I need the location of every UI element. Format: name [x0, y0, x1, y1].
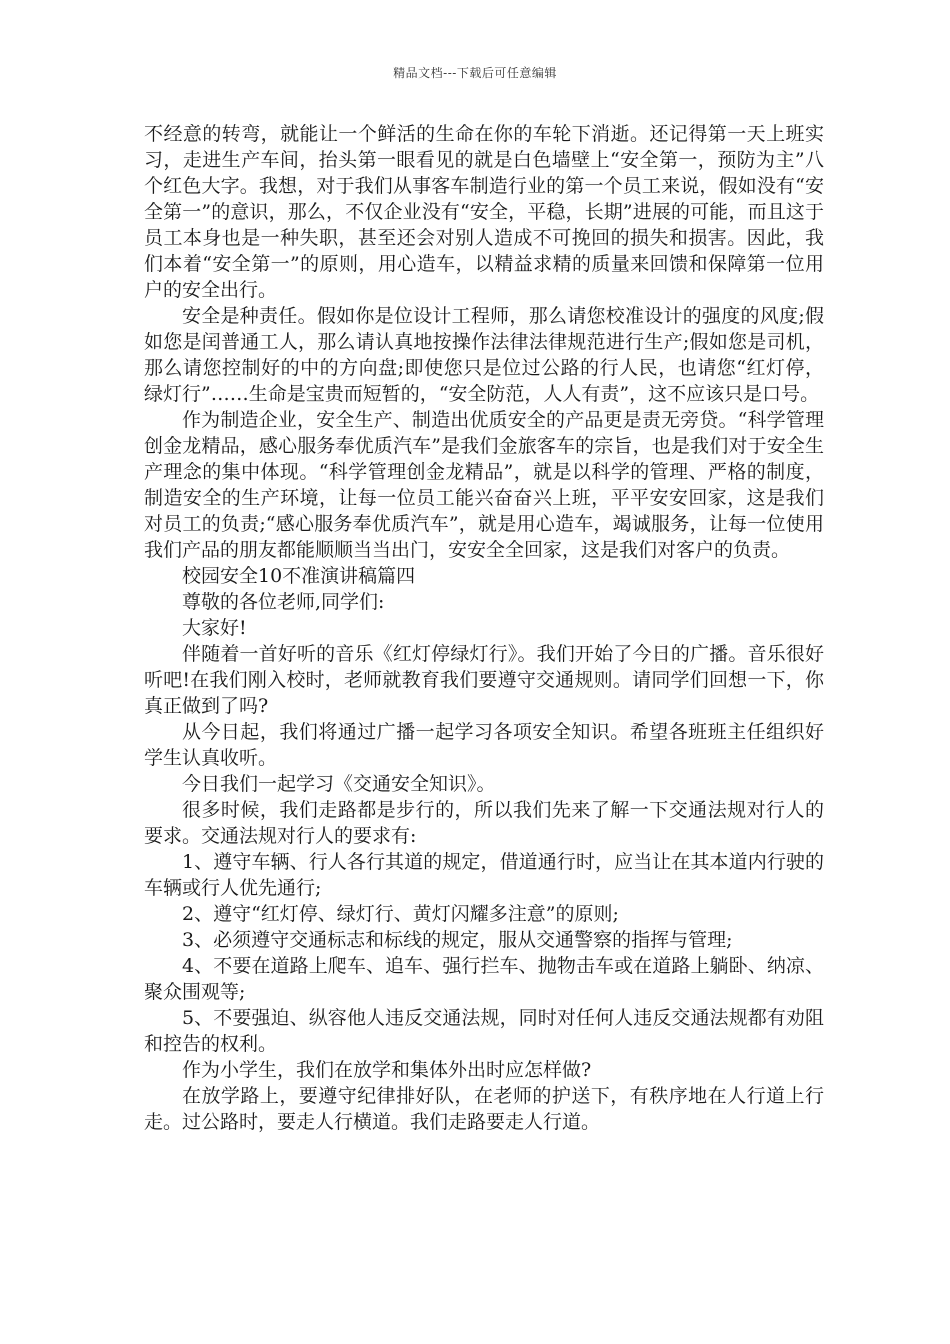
paragraph: 伴随着一首好听的音乐《红灯停绿灯行》。我们开始了今日的广播。音乐很好听吧!在我们刚入校时，老师就教育我们要遵守交通规则。请同学们回想一下，你真正做到了吗?: [144, 643, 824, 717]
paragraph: 作为制造企业，安全生产、制造出优质安全的产品更是责无旁贷。“科学管理创金龙精品，感心服务奉优质汽车”是我们金旅客车的宗旨，也是我们对于安全生产理念的集中体现。“科学管理创金龙精品”，就是以科学的管理、严格的制度，制造安全的生产环境，让每一位员工能兴奋奋兴上班，平平安安回家，这是我们对员工的负责;“感心服务奉优质汽车”，就是用心造车，竭诚服务，让每一位使用我们产品的朋友都能顺顺当当出门，安安全全回家，这是我们对客户的负责。: [144, 409, 824, 561]
list-item: 4、不要在道路上爬车、追车、强行拦车、抛物击车或在道路上躺卧、纳凉、聚众围观等;: [144, 955, 824, 1003]
greeting: 大家好!: [182, 617, 247, 639]
paragraph: 今日我们一起学习《交通安全知识》。: [182, 773, 496, 795]
section-title: 校园安全10不准演讲稿篇四: [182, 565, 416, 587]
list-item: 5、不要强迫、纵容他人违反交通法规，同时对任何人违反交通法规都有劝阻和控告的权利。: [144, 1007, 824, 1055]
salutation: 尊敬的各位老师,同学们:: [182, 591, 385, 613]
paragraph: 在放学路上，要遵守纪律排好队，在老师的护送下，有秩序地在人行道上行走。过公路时，要走人行横道。我们走路要走人行道。: [144, 1085, 824, 1133]
paragraph: 安全是种责任。假如你是位设计工程师，那么请您校准设计的强度的风度;假如您是闰普通工人，那么请认真地按操作法律法律规范进行生产;假如您是司机，那么请您控制好的中的方向盘;即使您只是位过公路的行人民，也请您“红灯停，绿灯行”……生命是宝贵而短暂的，“安全防范，人人有责”，这不应该只是口号。: [144, 305, 824, 405]
paragraph: 作为小学生，我们在放学和集体外出时应怎样做?: [182, 1059, 592, 1081]
list-item: 2、遵守“红灯停、绿灯行、黄灯闪耀多注意”的原则;: [182, 903, 619, 925]
document-body: [144, 121, 824, 1135]
list-item: 1、遵守车辆、行人各行其道的规定，借道通行时，应当让在其本道内行驶的车辆或行人优先通行;: [144, 851, 824, 899]
paragraph: 不经意的转弯，就能让一个鲜活的生命在你的车轮下消逝。还记得第一天上班实习，走进生产车间，抬头第一眼看见的就是白色墙壁上“安全第一，预防为主”八个红色大字。我想，对于我们从事客车制造行业的第一个员工来说，假如没有“安全第一”的意识，那么，不仅企业没有“安全，平稳，长期”进展的可能，而且这于员工本身也是一种失职，甚至还会对别人造成不可挽回的损失和损害。因此，我们本着“安全第一”的原则，用心造车，以精益求精的质量来回馈和保障第一位用户的安全出行。: [144, 123, 824, 301]
paragraph: 很多时候，我们走路都是步行的，所以我们先来了解一下交通法规对行人的要求。交通法规对行人的要求有:: [144, 799, 824, 847]
page-header: 精品文档---下载后可任意编辑: [393, 66, 557, 80]
list-item: 3、必须遵守交通标志和标线的规定，服从交通警察的指挥与管理;: [182, 929, 733, 951]
paragraph: 从今日起，我们将通过广播一起学习各项安全知识。希望各班班主任组织好学生认真收听。: [144, 721, 824, 769]
